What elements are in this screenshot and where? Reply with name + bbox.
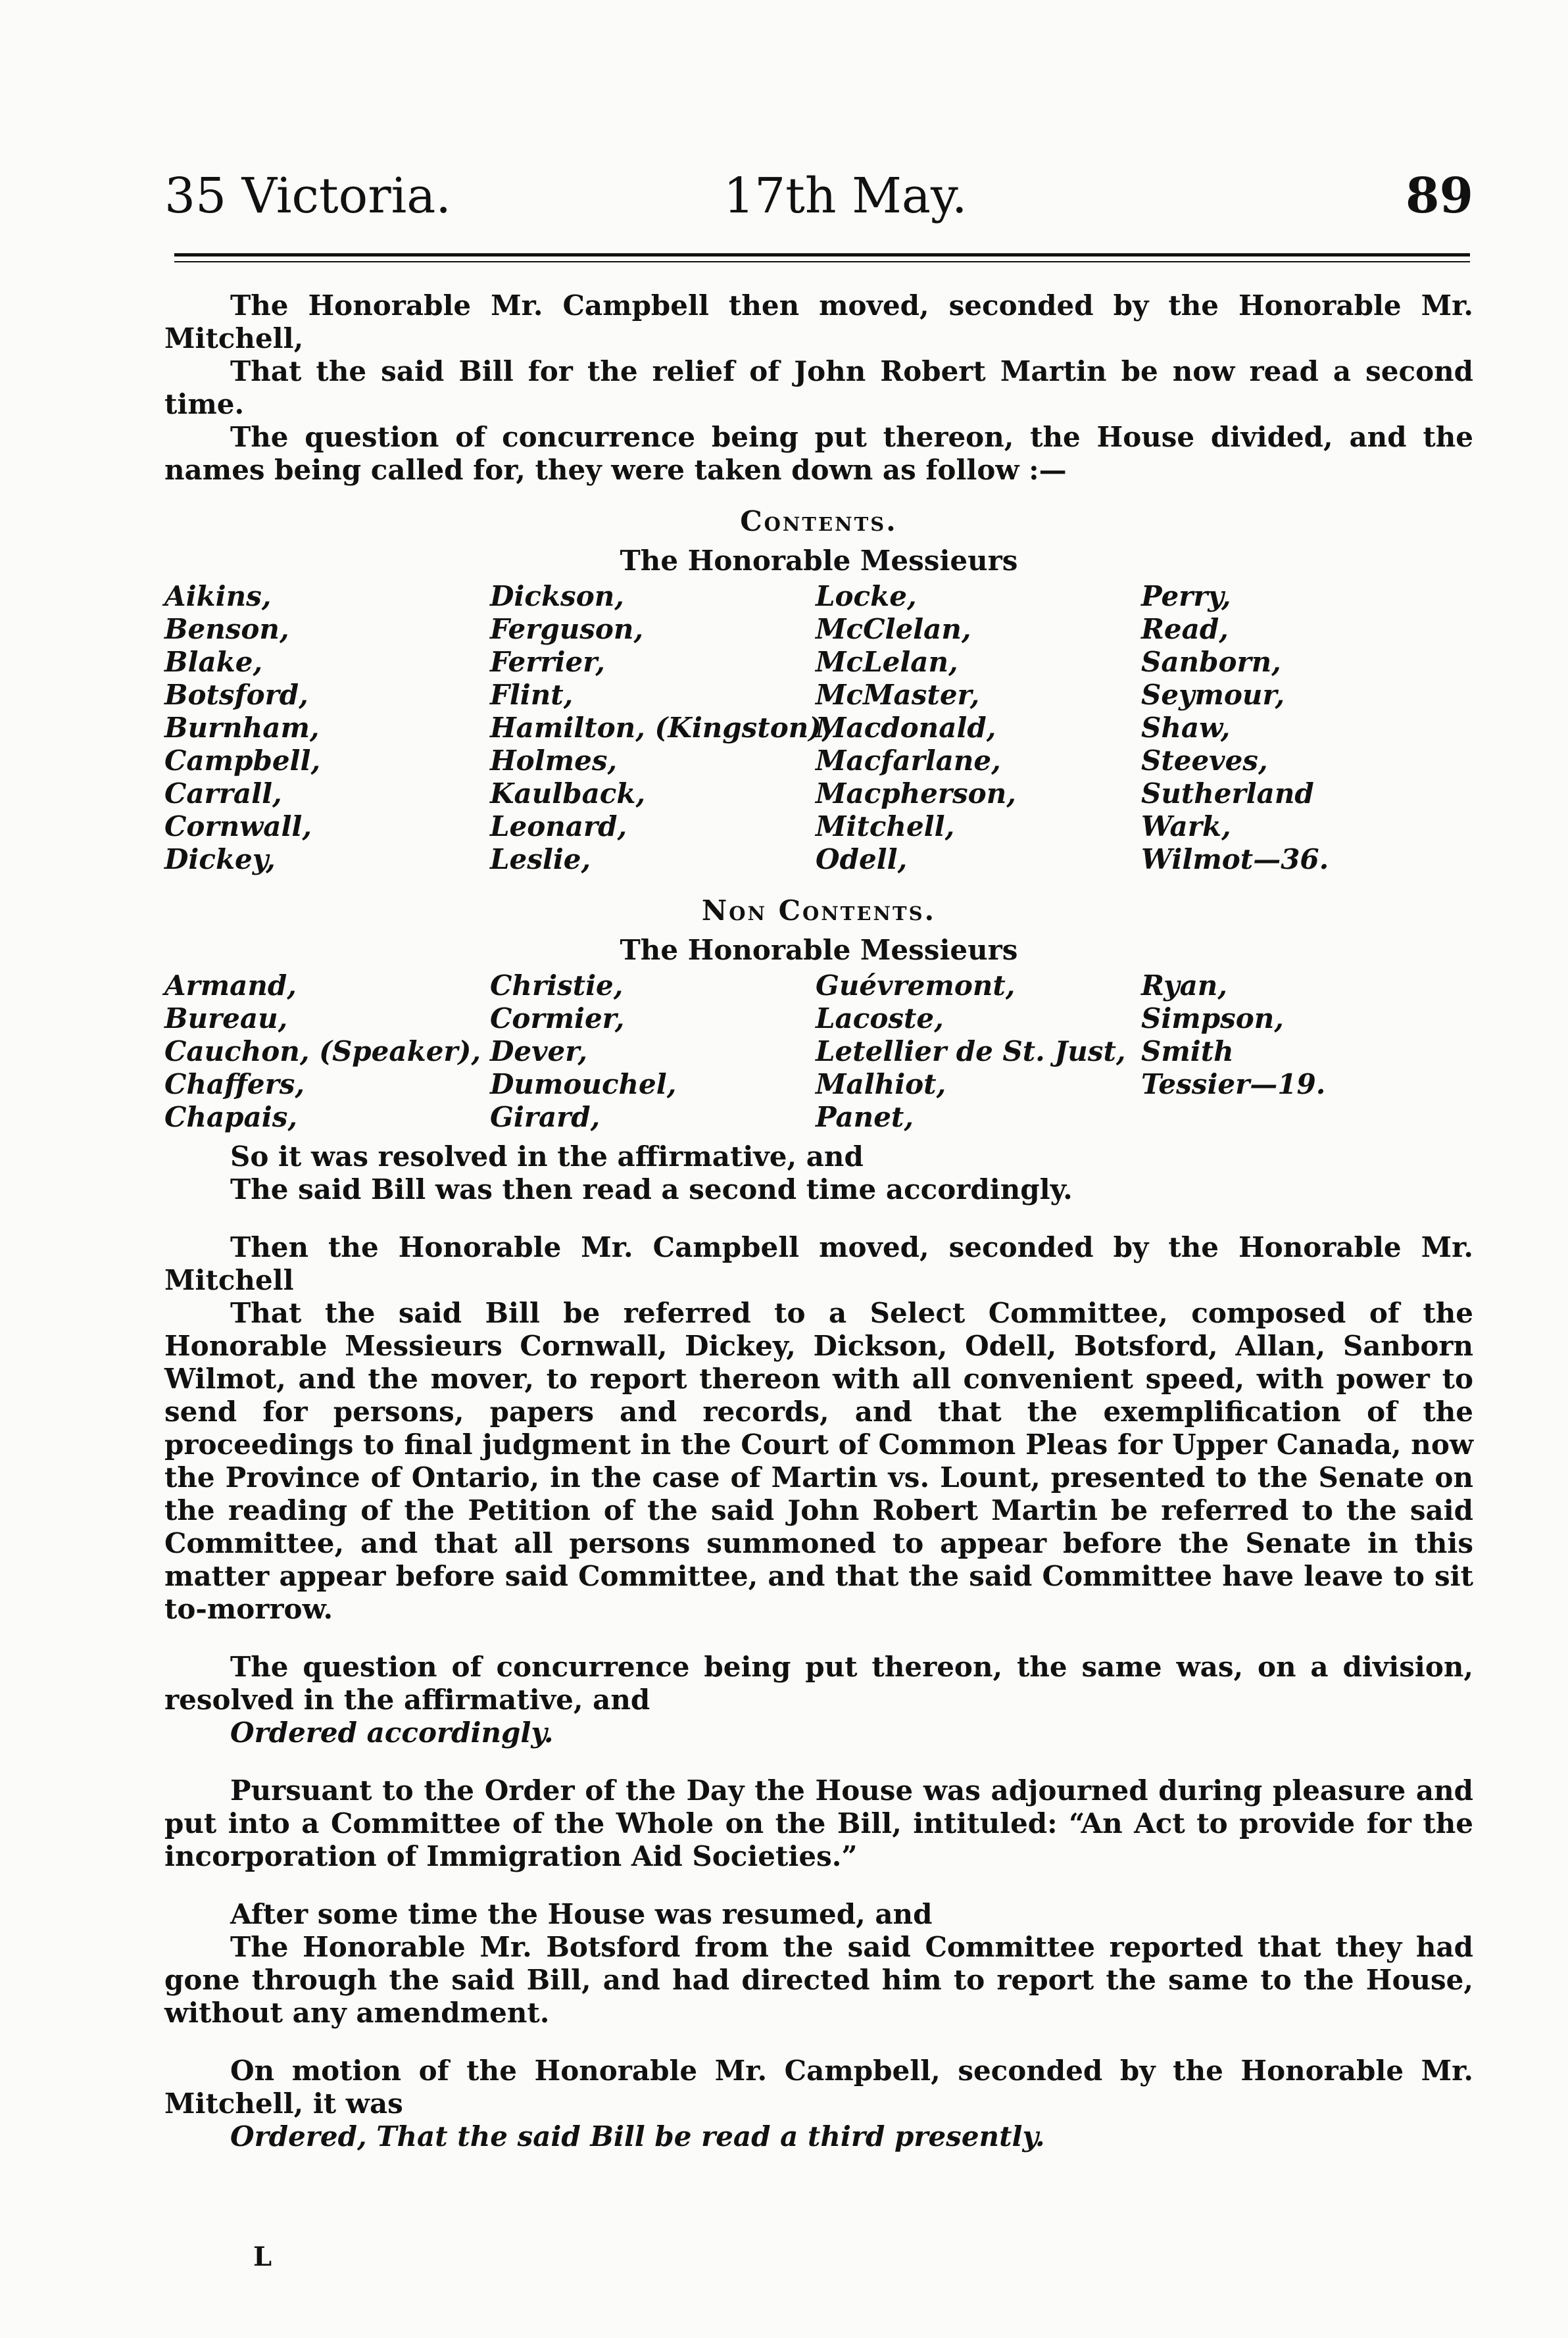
name: Cauchon, (Speaker), [164, 1035, 481, 1067]
name: Shaw, [1141, 712, 1231, 744]
motion2-text: That the said Bill be referred to a Select Committee, composed of the Honorable Messieurs Cornwall, Dickey, Dickson, Odell, Botsford, Allan, Sanborn Wilmot, and the mover, to report thereon with all convenient speed, with power to send for persons, papers and records, and that the exemplification of the proceedings to final judgment in the Court of Common Pleas for Upper Canada, now the Province of Ontario, in the case of Martin vs. Lount, presented to the Senate on the reading of the Petition of the said John Robert Martin be referred to the said Committee, and that all persons summoned to appear before the Senate in this matter appear before said Committee, and that the said Committee have leave to sit to-morrow. [164, 1297, 1473, 1625]
name: Locke, [816, 580, 917, 612]
name: Guévremont, [816, 969, 1016, 1002]
non-contents-col-4 [1141, 969, 1473, 1134]
name: Bureau, [164, 1002, 288, 1035]
contents-col-1 [164, 580, 490, 876]
name: Christie, [490, 969, 624, 1002]
contents-name-list [164, 580, 1473, 876]
name: McMaster, [816, 679, 980, 711]
motion2-line1: Then the Honorable Mr. Campbell moved, seconded by the Honorable Mr. Mitchell [164, 1231, 1473, 1296]
result1-line1: So it was resolved in the affirmative, and [230, 1140, 864, 1173]
name: Macfarlane, [816, 744, 1001, 777]
non-contents-name-list [164, 969, 1473, 1134]
name: Odell, [816, 843, 908, 875]
name: Read, [1141, 613, 1229, 645]
page-number: 89 [1406, 168, 1473, 224]
name: Letellier de St. Just, [816, 1035, 1126, 1067]
page-header [164, 168, 1473, 233]
motion1-line1: The Honorable Mr. Campbell then moved, seconded by the Honorable Mr. Mitchell, [164, 289, 1473, 354]
result2-ordered: Ordered accordingly. [230, 1717, 554, 1749]
committee-text: Pursuant to the Order of the Day the House was adjourned during pleasure and put into a Committee of the Whole on the Bill, intituled: “An Act to provide for the incorporation of Immigration Aid Societies.” [164, 1774, 1473, 1872]
name: Steeves, [1141, 744, 1268, 777]
name: Perry, [1141, 580, 1231, 612]
name: Wark, [1141, 810, 1231, 842]
final-motion-text: On motion of the Honorable Mr. Campbell, seconded by the Honorable Mr. Mitchell, it was [164, 2055, 1473, 2120]
name: McClelan, [816, 613, 971, 645]
non-contents-col-2 [490, 969, 816, 1134]
name: Dickey, [164, 843, 276, 875]
non-contents-subheading: The Honorable Messieurs [620, 934, 1018, 966]
header-rule-thin [174, 261, 1470, 262]
name: Ferrier, [490, 646, 605, 678]
resumed-line1: After some time the House was resumed, and [230, 1898, 933, 1930]
motion1-line2: That the said Bill for the relief of John Robert Martin be now read a second time. [164, 355, 1473, 420]
contents-col-2 [490, 580, 831, 876]
name: Carrall, [164, 777, 282, 810]
name: Ferguson, [490, 613, 644, 645]
non-contents-heading: Non Contents. [701, 894, 937, 927]
name: Smith [1141, 1035, 1234, 1067]
name: Macdonald, [816, 712, 996, 744]
name: Ryan, [1141, 969, 1227, 1002]
name: Panet, [816, 1101, 914, 1133]
name: Campbell, [164, 744, 321, 777]
contents-col-3 [816, 580, 1141, 876]
signature-mark: L [253, 2241, 272, 2272]
name: Sanborn, [1141, 646, 1281, 678]
name: Macpherson, [816, 777, 1016, 810]
name: Leonard, [490, 810, 627, 842]
non-contents-col-3 [816, 969, 1141, 1134]
name: Mitchell, [816, 810, 955, 842]
result2-text: The question of concurrence being put thereon, the same was, on a division, resolved in the affirmative, and [164, 1651, 1473, 1716]
contents-col-4 [1141, 580, 1473, 876]
name: Girard, [490, 1101, 600, 1133]
contents-heading: Contents. [740, 505, 898, 537]
resumed-text: The Honorable Mr. Botsford from the said Committee reported that they had gone through the said Bill, and had directed him to report the same to the House, without any amendment. [164, 1931, 1473, 2029]
name: Chaffers, [164, 1068, 305, 1100]
name: Tessier—19. [1141, 1068, 1326, 1100]
name: Benson, [164, 613, 289, 645]
motion1-division: The question of concurrence being put thereon, the House divided, and the names being called for, they were taken down as follow :— [164, 421, 1473, 486]
header-rule-thick [174, 253, 1470, 256]
header-date: 17th May. [723, 168, 968, 224]
final-motion-ordered: Ordered, That the said Bill be read a third presently. [230, 2120, 1045, 2153]
name: Lacoste, [816, 1002, 944, 1035]
journal-body [164, 289, 1473, 2153]
name: Hamilton, (Kingston), [490, 712, 831, 744]
name: Holmes, [490, 744, 618, 777]
name: Cornwall, [164, 810, 312, 842]
name: Aikins, [164, 580, 272, 612]
contents-subheading: The Honorable Messieurs [620, 545, 1018, 577]
name: Leslie, [490, 843, 591, 875]
name: Seymour, [1141, 679, 1285, 711]
name: Wilmot—36. [1141, 843, 1329, 875]
name: Armand, [164, 969, 297, 1002]
name: Dever, [490, 1035, 587, 1067]
name: Kaulback, [490, 777, 646, 810]
name: Cormier, [490, 1002, 625, 1035]
name: Sutherland [1141, 777, 1314, 810]
name: Burnham, [164, 712, 320, 744]
name: Chapais, [164, 1101, 297, 1133]
result1-line2: The said Bill was then read a second time accordingly. [230, 1173, 1073, 1206]
name: McLelan, [816, 646, 958, 678]
name: Simpson, [1141, 1002, 1284, 1035]
name: Malhiot, [816, 1068, 946, 1100]
name: Botsford, [164, 679, 308, 711]
header-regnal-year: 35 Victoria. [164, 168, 451, 224]
name: Blake, [164, 646, 263, 678]
non-contents-col-1 [164, 969, 490, 1134]
name: Dickson, [490, 580, 624, 612]
name: Flint, [490, 679, 574, 711]
name: Dumouchel, [490, 1068, 677, 1100]
